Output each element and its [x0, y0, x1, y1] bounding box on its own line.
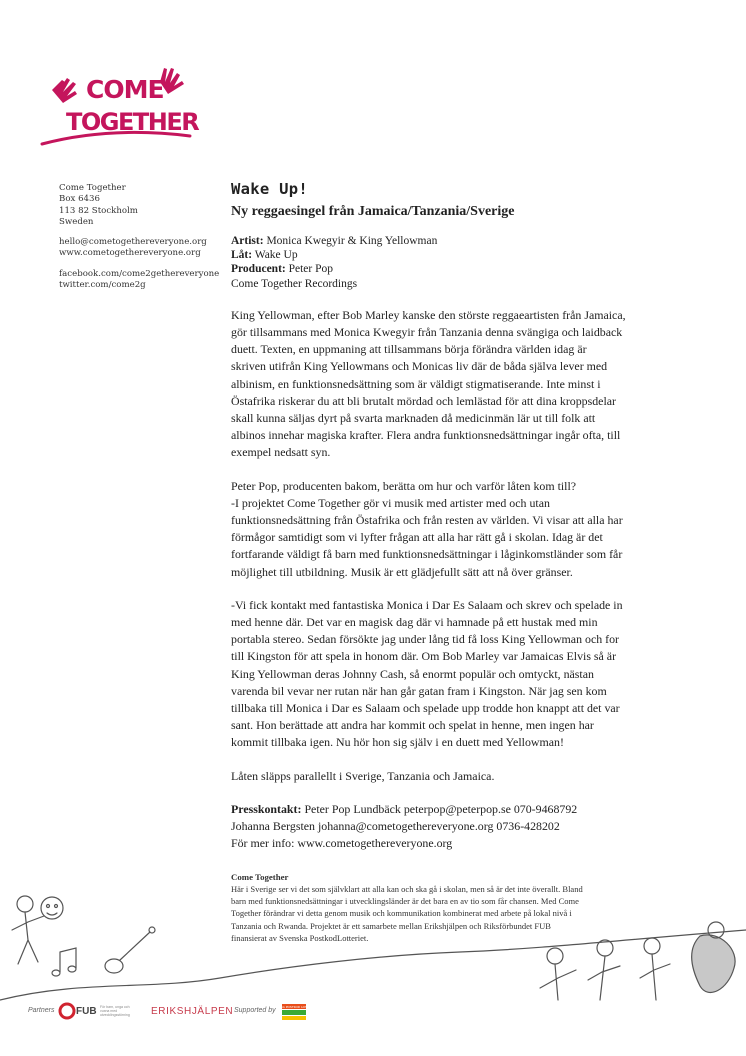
contact-peter[interactable]: Peter Pop Lundbäck peterpop@peterpop.se 070-9468792 — [301, 801, 578, 816]
release-meta — [231, 234, 651, 291]
record-label: Come Together Recordings — [231, 277, 358, 290]
about-line: barn med funktionsnedsättningar i utvecklingsländer är det bara en av tio som får chansen. Med Come — [231, 896, 579, 907]
text-line: portabla stereo. Sedan försökte jag under lång tid få loss King Yellowman och for — [231, 632, 620, 647]
song-label: Låt: — [231, 249, 253, 262]
more-info-link[interactable]: För mer info: www.cometogethereveryone.org — [231, 836, 453, 851]
web-block — [59, 237, 229, 260]
address-line: Sweden — [59, 216, 94, 227]
address-line: Box 6436 — [59, 194, 100, 205]
text-line: till Kingston för att spela in honom där. Om Bob Marley var Jamaicas Elvis så är — [231, 649, 617, 664]
come-together-logo — [40, 60, 200, 150]
partners-label: Partners — [28, 1007, 55, 1014]
erikshjalpen-logo: ERIKSHJÄLPEN — [151, 1006, 234, 1017]
producer-row — [231, 262, 651, 276]
text-line: tillbaka till Monica i Dar es Salaam och spelade upp trodde hon knappt att det var — [231, 701, 620, 716]
logo-line1: COME — [86, 75, 164, 104]
text-line: albinism, en funktionsnedsättning som är väldigt stigmatiserande. Inte minst i — [231, 376, 601, 391]
press-contact — [231, 801, 651, 853]
doodle-wave-line — [0, 930, 746, 1000]
doodle-figure-left-icon — [12, 896, 44, 964]
address-block — [59, 183, 229, 228]
text-line: King Yellowman deras Johnny Cash, så enormt populär och omtyckt, nästan — [231, 666, 594, 681]
artist-row — [231, 234, 651, 248]
press-release — [231, 180, 651, 944]
contact-label: Presskontakt: — [231, 801, 302, 816]
text-line: sant. Hon berättade att andra har kommit och spelat in henne, men ingen har — [231, 718, 594, 733]
about-line: finansierat av Svenska PostkodLotteriet. — [231, 932, 369, 943]
artist-label: Artist: — [231, 235, 264, 247]
doodle-music-notes-icon — [52, 948, 76, 976]
postkodlotteriet-logo-icon — [270, 1001, 318, 1021]
about-line: Här i Sverige ser vi det som självklart att alla kan och ska gå i skolan, men så är det inte överallt. Bland — [231, 883, 583, 894]
partners-footer — [28, 1000, 528, 1024]
text-line: Låten släpps parallellt i Sverige, Tanzania och Jamaica. — [231, 768, 495, 783]
facebook-link[interactable]: facebook.com/come2gethereveryone — [59, 268, 220, 279]
about-line: Tanzania och Rwanda. Projektet är ett samarbete mellan Erikshjälpen och Riksförbundet FUB — [231, 920, 551, 931]
text-line: Peter Pop, producenten bakom, berätta om hur och varför låten kom till? — [231, 478, 577, 493]
text-line: duett. Texten, en uppmaning att tillsammans börja förändra världen idag är — [231, 342, 587, 357]
paragraph-release — [231, 768, 651, 785]
text-line: funktionsnedsättning från Östafrika och från resten av världen. Vi visar att alla har — [231, 513, 623, 528]
artist-value: Monica Kwegyir & King Yellowman — [263, 235, 438, 247]
text-line: förmågor samtidigt som vi lyfter frågan att alla har rätt gå i skolan. Idag är det — [231, 530, 603, 545]
paragraph-intro — [231, 307, 651, 462]
about-heading: Come Together — [231, 871, 289, 882]
address-line: 113 82 Stockholm — [59, 205, 138, 216]
fub-tagline: För barn, unga och vuxna med utvecklingsstörning — [100, 1005, 130, 1017]
producer-label: Producent: — [231, 263, 286, 276]
text-line: skriven utifrån King Yellowmans och Monicas liv där de båda själva lever med — [231, 359, 608, 374]
supported-by-label: Supported by — [234, 1007, 276, 1014]
logo-swoosh — [42, 132, 190, 144]
text-line: albinos innehar magiska krafter. Flera andra funktionsnedsättningar ingår ofta, till — [231, 428, 621, 443]
about-line: Together förändrar vi detta genom musik och kommunikation kombinerat med arbete på lokal nivå i — [231, 908, 572, 919]
postkod-text: SVENSKA POSTKOD LOTTERIET — [270, 1005, 318, 1009]
song-value: Wake Up — [252, 249, 298, 262]
page-title: Wake Up! — [231, 180, 309, 198]
text-line: King Yellowman, efter Bob Marley kanske den störste reggaeartisten från Jamaica, — [231, 307, 626, 322]
text-line: Östafrika riskerar du att bli brutalt mördad och lemlästad för att dina kroppsdelar — [231, 393, 616, 408]
fub-logo-icon — [58, 1001, 76, 1021]
producer-value: Peter Pop — [285, 263, 334, 276]
website-link[interactable]: www.cometogethereveryone.org — [59, 248, 201, 259]
contact-johanna[interactable]: Johanna Bergsten johanna@cometogethereveryone.org 0736-428202 — [231, 819, 560, 834]
paragraph-producer — [231, 478, 651, 581]
sidebar-contact — [59, 183, 229, 300]
fub-name: FUB — [76, 1006, 97, 1017]
text-line: -I projektet Come Together gör vi musik med artister med och utan — [231, 495, 550, 510]
hand-left-icon — [52, 78, 77, 103]
song-row — [231, 248, 651, 262]
text-line: skall kunna säljas dyrt på svarta marknaden då medicinmän lär ut till folk att — [231, 411, 596, 426]
text-line: varenda bil vevar ner rutan när han går gatan fram i Kingston. När jag sen kom — [231, 683, 607, 698]
doodle-face-icon — [41, 897, 63, 919]
paragraph-story — [231, 597, 651, 752]
text-line: fortfarande väldigt få barn med funktionsnedsättningar i låginkomstländer som får — [231, 547, 623, 562]
email-link[interactable]: hello@cometogethereveryone.org — [59, 237, 207, 248]
logo-line2: TOGETHER — [66, 108, 199, 136]
address-line: Come Together — [59, 183, 126, 193]
twitter-link[interactable]: twitter.com/come2g — [59, 280, 146, 291]
doodle-figures-right-icon — [540, 938, 670, 1000]
text-line: -Vi fick kontakt med fantastiska Monica i Dar Es Salaam och skrev och spelade in — [231, 597, 623, 612]
decorative-doodles — [0, 860, 746, 1056]
text-line: kommit tillbaka igen. Nu hör hon sig själv i en duett med Yellowman! — [231, 735, 564, 750]
text-line: gör tillsammans med Monica Kwegyir från Tanzania denna svängiga och laidback — [231, 325, 623, 340]
social-block — [59, 269, 229, 292]
hand-right-icon — [160, 68, 184, 94]
text-line: exempel nedsatt syn. — [231, 445, 331, 460]
contact-line — [231, 801, 651, 818]
doodle-guitar-icon — [105, 927, 155, 973]
text-line: med henne där. Det var en magisk dag där vi hamnade på ett hustak med min — [231, 615, 598, 630]
text-line: möjlighet till utbildning. Musik är ett glädjefullt sätt att nå över gränser. — [231, 564, 573, 579]
page-subtitle: Ny reggaesingel från Jamaica/Tanzania/Sverige — [231, 204, 515, 219]
